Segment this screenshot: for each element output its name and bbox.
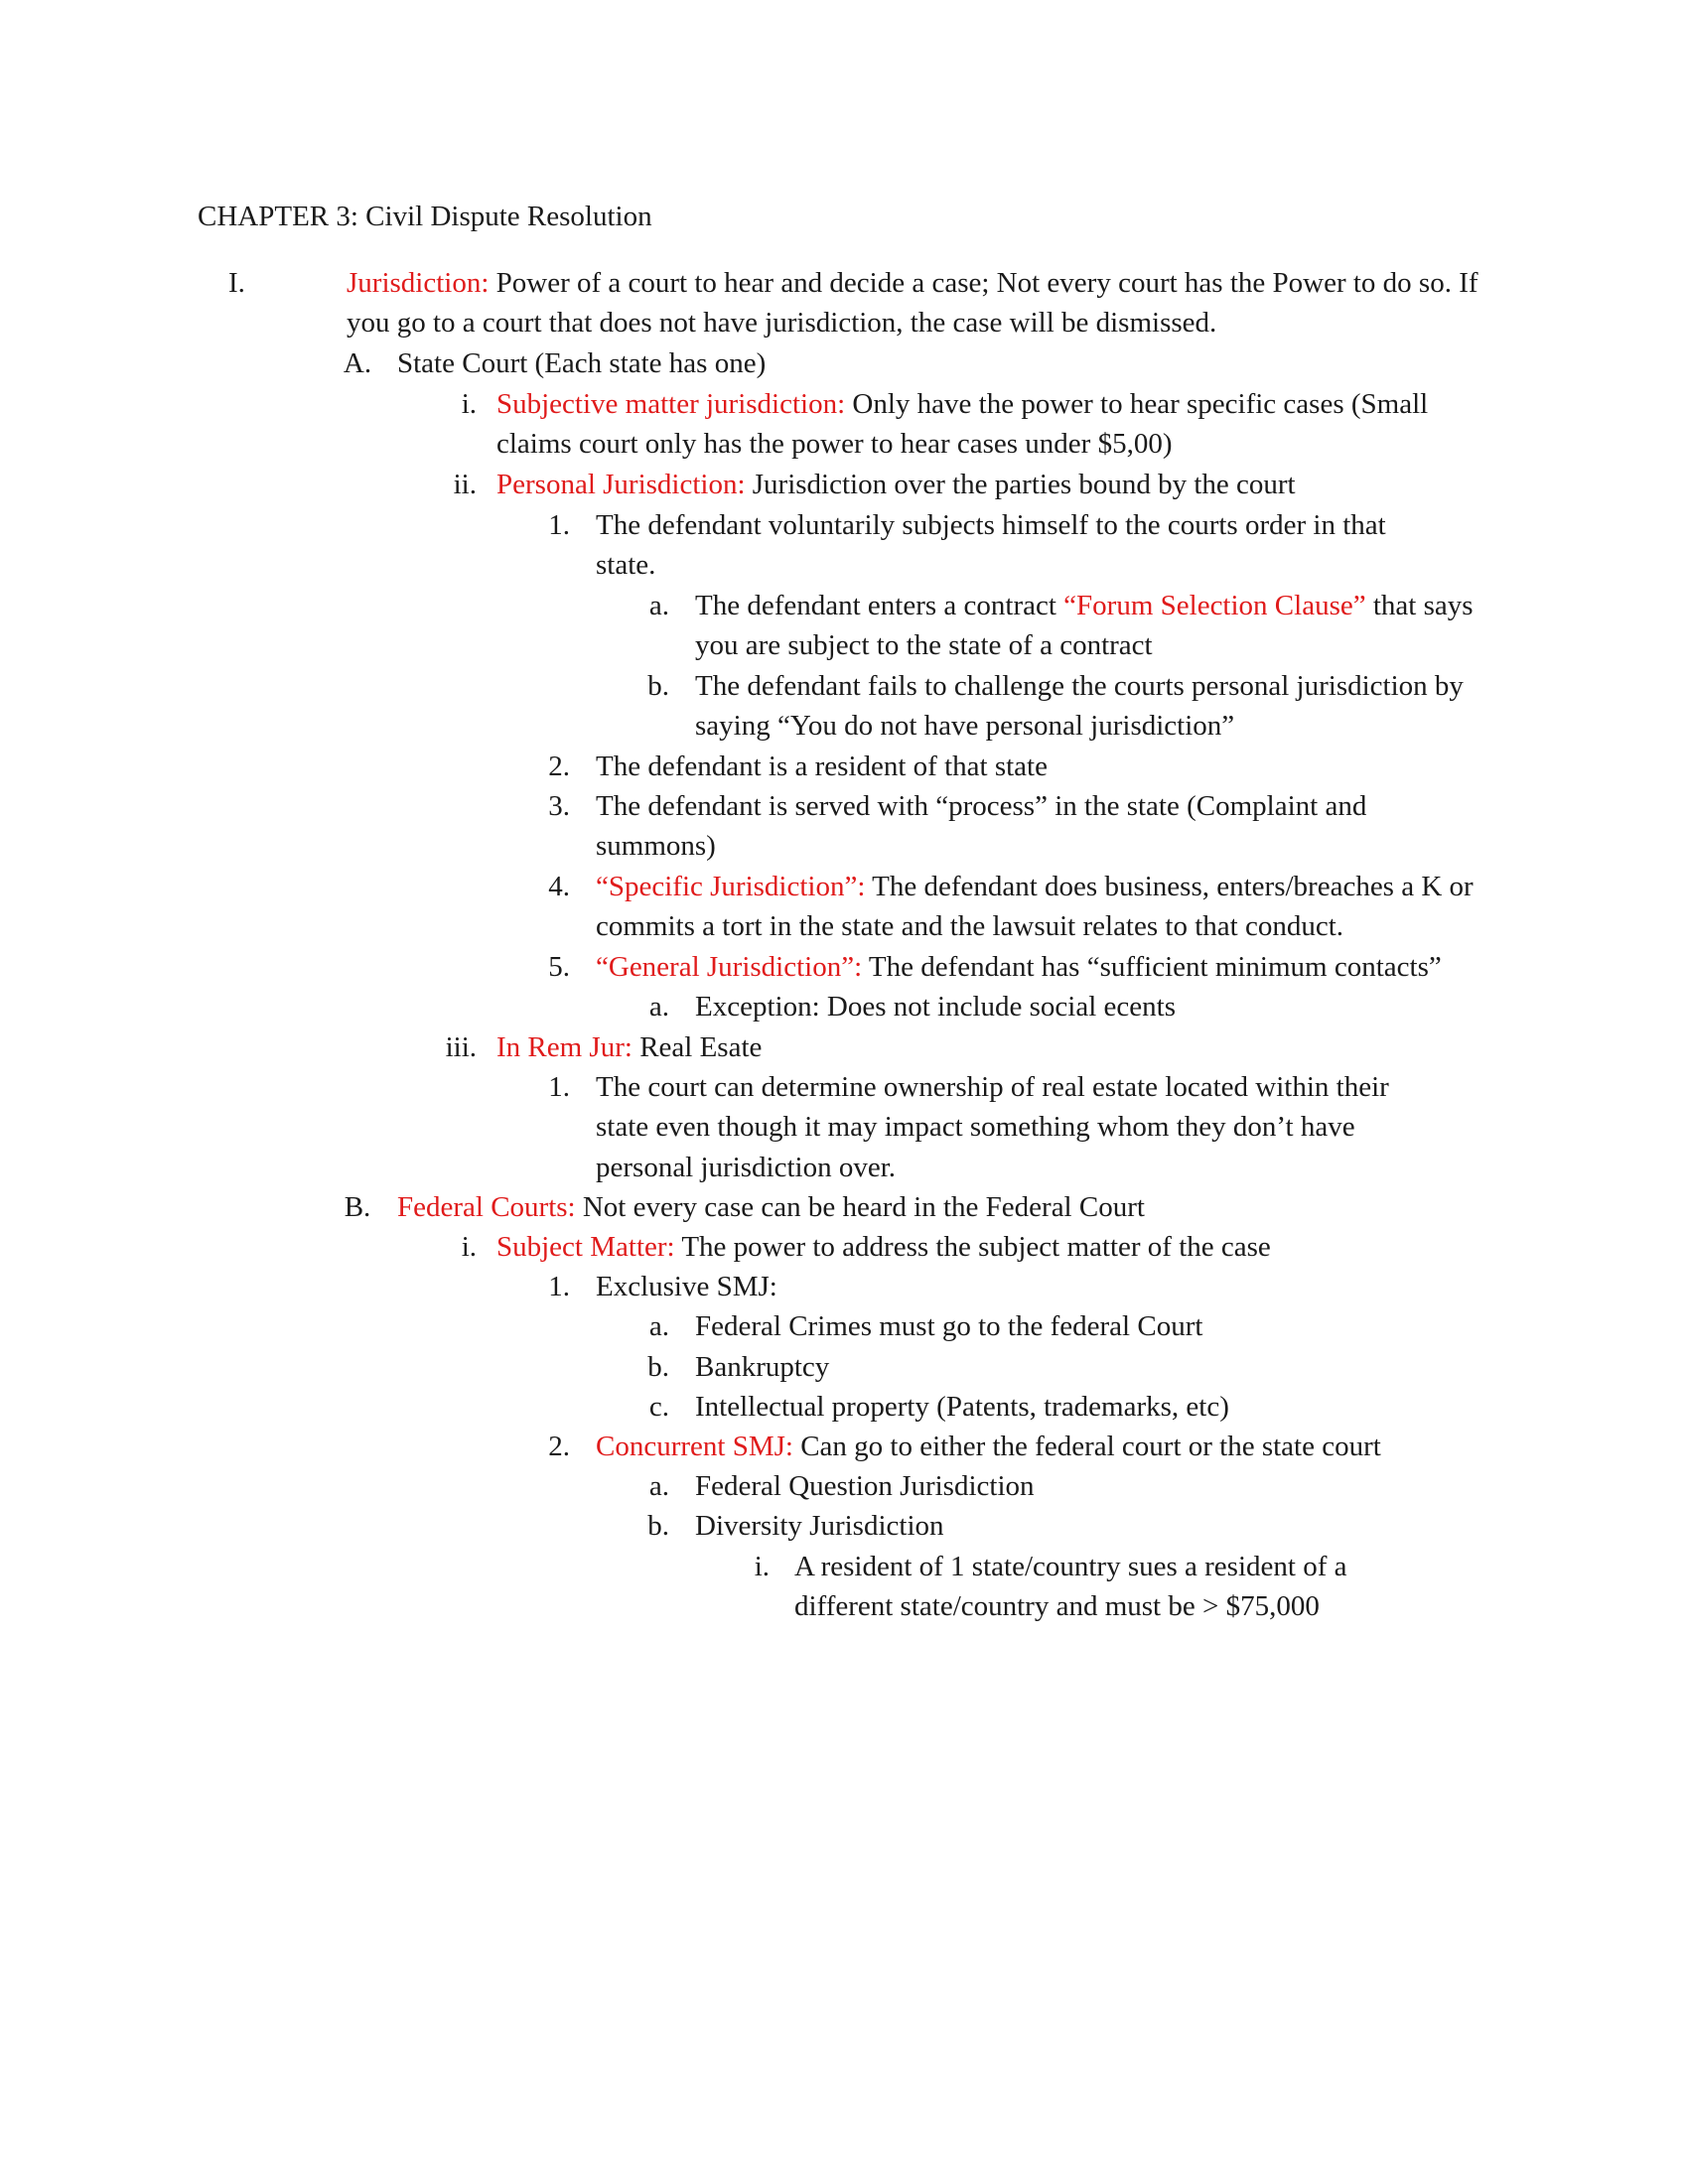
outline-marker: 4. xyxy=(548,871,570,902)
item-text: The defendant fails to challenge the courts personal jurisdiction by saying “You do not have personal jurisdiction” xyxy=(695,670,1464,743)
item-text: Intellectual property (Patents, trademarks, etc) xyxy=(695,1391,1229,1423)
item-text: Federal Question Jurisdiction xyxy=(695,1470,1035,1502)
outline-marker: ii. xyxy=(453,469,477,500)
outline-marker: iii. xyxy=(445,1031,477,1063)
outline-item-federal-question xyxy=(695,1466,1489,1506)
term-highlight: In Rem Jur: xyxy=(496,1031,633,1063)
outline-item-subjective-matter xyxy=(496,384,1489,465)
item-text: The power to address the subject matter of the case xyxy=(674,1231,1271,1263)
item-text: Diversity Jurisdiction xyxy=(695,1510,944,1542)
item-text: The defendant does business, enters/breaches a K or commits a tort in the state and the lawsuit relates to that conduct. xyxy=(596,871,1474,943)
outline-marker: i. xyxy=(461,1231,477,1263)
outline-item-diversity-rule xyxy=(794,1547,1410,1627)
item-text: A resident of 1 state/country sues a resident of a different state/country and must be > $75,000 xyxy=(794,1551,1347,1623)
outline-marker: B. xyxy=(344,1191,371,1223)
outline-item-ownership xyxy=(596,1067,1440,1187)
outline-marker: 5. xyxy=(548,951,570,983)
outline-marker: a. xyxy=(648,1470,669,1502)
outline-item-served-process xyxy=(596,786,1450,867)
item-text: The defendant voluntarily subjects himself to the courts order in that state. xyxy=(596,509,1386,582)
outline-item-resident xyxy=(596,747,1489,786)
item-text: Real Esate xyxy=(632,1031,763,1063)
outline-item-personal-jurisdiction xyxy=(496,465,1489,504)
term-highlight: “General Jurisdiction”: xyxy=(596,951,863,983)
outline-item-forum-selection xyxy=(695,586,1489,666)
outline-item-diversity xyxy=(695,1506,1489,1546)
item-text: The court can determine ownership of real estate located within their state even though it may impact something whom they don’t have personal jurisdiction over. xyxy=(596,1071,1389,1183)
outline-marker: 1. xyxy=(548,1271,570,1302)
item-text: The defendant has “sufficient minimum contacts” xyxy=(862,951,1442,983)
outline-item-exception xyxy=(695,987,1489,1026)
item-text: State Court (Each state has one) xyxy=(397,347,767,379)
outline-marker: b. xyxy=(647,670,669,702)
item-text: that says you are subject to the state of a contract xyxy=(695,590,1474,662)
outline-marker: i. xyxy=(461,388,477,420)
outline-marker: a. xyxy=(648,991,669,1023)
outline-item-subject-matter xyxy=(496,1227,1489,1267)
outline-item-general-jurisdiction xyxy=(596,947,1509,987)
item-text: The defendant is a resident of that state xyxy=(596,751,1048,782)
term-highlight: “Specific Jurisdiction”: xyxy=(596,871,866,902)
item-text: Exception: Does not include social ecents xyxy=(695,991,1176,1023)
outline-item-intellectual-property xyxy=(695,1387,1489,1427)
item-text: Jurisdiction over the parties bound by the court xyxy=(745,469,1296,500)
page-title: CHAPTER 3: Civil Dispute Resolution xyxy=(198,201,652,232)
term-highlight: Concurrent SMJ: xyxy=(596,1431,793,1462)
outline-marker: a. xyxy=(648,590,669,621)
term-highlight: “Forum Selection Clause” xyxy=(1063,590,1366,621)
outline-marker: 2. xyxy=(548,1431,570,1462)
outline-marker: I. xyxy=(228,267,245,299)
outline-item-bankruptcy xyxy=(695,1347,1489,1387)
outline-marker: i. xyxy=(754,1551,770,1582)
outline-item-jurisdiction xyxy=(347,263,1488,343)
outline-marker: 3. xyxy=(548,790,570,822)
item-text: Only have the power to hear specific cases (Small claims court only has the power to hear cases under $5,00) xyxy=(496,388,1429,461)
outline-marker: b. xyxy=(647,1351,669,1383)
outline-item-exclusive-smj xyxy=(596,1267,1489,1306)
item-text: Can go to either the federal court or the state court xyxy=(792,1431,1381,1462)
item-text: Power of a court to hear and decide a case; Not every court has the Power to do so. If you go to a court that does not have jurisdiction, the case will be dismissed. xyxy=(347,267,1478,340)
outline-item-fails-to-challenge xyxy=(695,666,1489,747)
item-text: The defendant is served with “process” in the state (Complaint and summons) xyxy=(596,790,1367,863)
term-highlight: Subject Matter: xyxy=(496,1231,675,1263)
outline-marker: 1. xyxy=(548,509,570,541)
outline-marker: 1. xyxy=(548,1071,570,1103)
outline-item-federal-courts xyxy=(397,1187,1489,1227)
outline-item-specific-jurisdiction xyxy=(596,867,1499,947)
outline-item-in-rem xyxy=(496,1027,1489,1067)
outline-item-concurrent-smj xyxy=(596,1427,1489,1466)
term-highlight: Subjective matter jurisdiction: xyxy=(496,388,846,420)
term-highlight: Personal Jurisdiction: xyxy=(496,469,746,500)
outline-marker: a. xyxy=(648,1310,669,1342)
outline-marker: c. xyxy=(648,1391,669,1423)
outline-item-state-court xyxy=(397,343,1489,383)
outline-marker: 2. xyxy=(548,751,570,782)
term-highlight: Federal Courts: xyxy=(397,1191,576,1223)
item-text: Federal Crimes must go to the federal Court xyxy=(695,1310,1203,1342)
outline-marker: A. xyxy=(343,347,372,379)
item-text: Bankruptcy xyxy=(695,1351,830,1383)
item-text: Not every case can be heard in the Federal Court xyxy=(575,1191,1145,1223)
item-text: Exclusive SMJ: xyxy=(596,1271,777,1302)
term-highlight: Jurisdiction: xyxy=(347,267,490,299)
outline-item-voluntary xyxy=(596,505,1450,586)
item-text: The defendant enters a contract xyxy=(695,590,1064,621)
outline-marker: b. xyxy=(647,1510,669,1542)
outline-item-federal-crimes xyxy=(695,1306,1489,1346)
